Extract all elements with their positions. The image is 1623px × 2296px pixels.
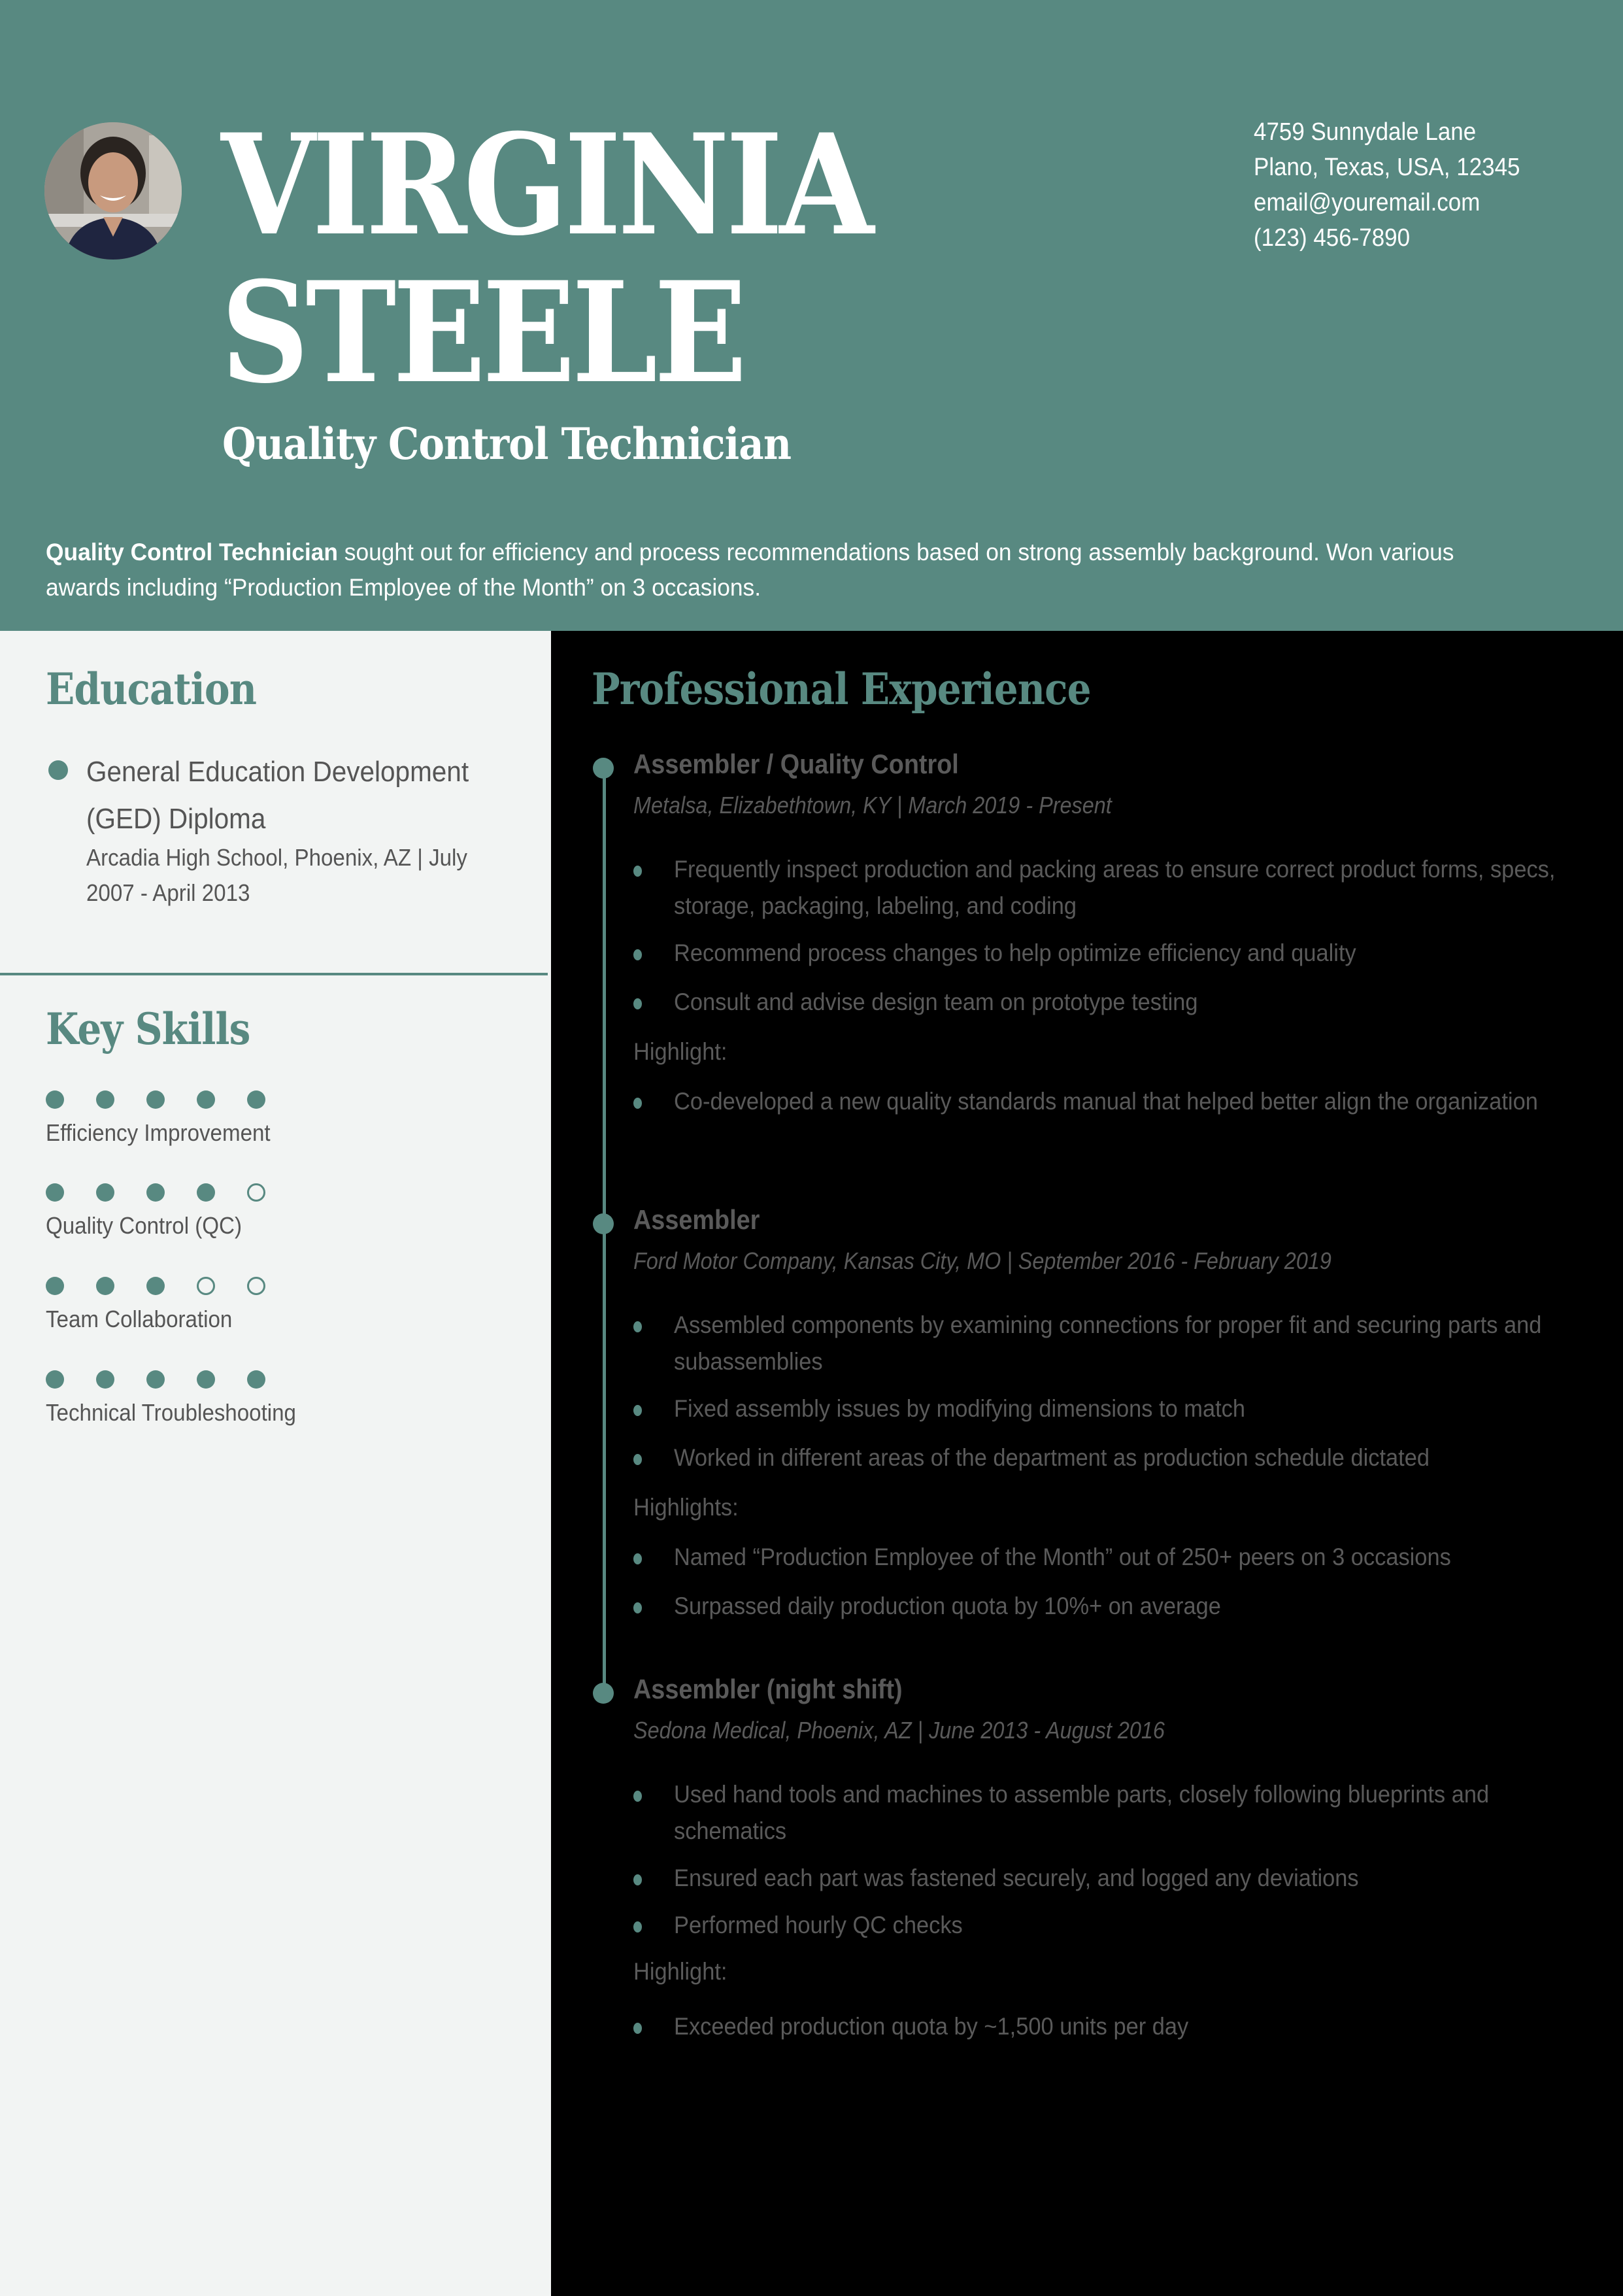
skills-heading: Key Skills [46,1004,250,1055]
section-divider [0,973,548,975]
bullet-icon [633,1791,642,1802]
bullet-text: Assembled components by examining connections for proper fit and securing parts and subassemblies [674,1311,1542,1375]
bullet-icon [633,2023,642,2034]
skill-item [46,1370,503,1455]
skill-item [46,1277,503,1362]
skill-name: Technical Troubleshooting [46,1399,296,1426]
first-name: VIRGINIA [221,103,871,266]
timeline-node-icon [593,1213,614,1234]
bullet-icon [48,760,68,780]
summary [46,535,1519,605]
avatar [44,122,182,260]
bullet-icon [633,866,642,877]
rating-filled-icon [46,1370,64,1389]
bullet-icon [633,1874,642,1885]
rating-filled-icon [197,1183,215,1202]
email[interactable]: email@youremail.com [1254,189,1481,216]
rating-filled-icon [247,1370,265,1389]
bullet-icon [633,1454,642,1465]
rating-filled-icon [96,1090,114,1109]
rating-filled-icon [146,1183,165,1202]
bullet-text: Used hand tools and machines to assemble parts, closely following blueprints and schematics [674,1781,1490,1844]
job-title: Quality Control Technician [222,418,792,469]
rating-empty-icon [197,1277,215,1295]
job-role: Assembler [633,1204,760,1235]
bullet-text: Ensured each part was fastened securely, and logged any deviations [674,1865,1359,1891]
skill-name: Efficiency Improvement [46,1119,271,1146]
rating-filled-icon [46,1090,64,1109]
bullet-text: Named “Production Employee of the Month” out of 250+ peers on 3 occasions [674,1544,1451,1570]
job-meta: Metalsa, Elizabethtown, KY | March 2019 - Present [633,792,1112,819]
phone[interactable]: (123) 456-7890 [1254,224,1411,252]
skill-item [46,1090,503,1175]
highlight-label: Highlight: [633,1958,728,1985]
rating-filled-icon [46,1183,64,1202]
bullet-text: Co-developed a new quality standards manual that helped better align the organization [674,1088,1538,1115]
job-meta: Sedona Medical, Phoenix, AZ | June 2013 - August 2016 [633,1717,1165,1744]
contact-info [1254,114,1520,256]
rating-filled-icon [96,1183,114,1202]
education-degree: General Education Development (GED) Diploma [86,756,469,835]
rating-filled-icon [96,1277,114,1295]
skill-item [46,1183,503,1268]
bullet-text: Surpassed daily production quota by 10%+ on average [674,1593,1221,1619]
summary-lead: Quality Control Technician [46,539,338,566]
rating-filled-icon [146,1370,165,1389]
rating-empty-icon [247,1277,265,1295]
bullet-text: Exceeded production quota by ~1,500 units per day [674,2013,1189,2040]
bullet-icon [633,1921,642,1933]
rating-filled-icon [146,1277,165,1295]
address-line-2: Plano, Texas, USA, 12345 [1254,154,1520,181]
bullet-icon [633,1098,642,1109]
skill-name: Quality Control (QC) [46,1212,242,1239]
timeline-node-icon [593,758,614,779]
bullet-icon [633,1553,642,1564]
bullet-icon [633,1602,642,1613]
bullet-text: Recommend process changes to help optimize efficiency and quality [674,939,1356,966]
rating-filled-icon [197,1370,215,1389]
bullet-icon [633,1321,642,1332]
job-meta: Ford Motor Company, Kansas City, MO | September 2016 - February 2019 [633,1247,1331,1274]
bullet-icon [633,998,642,1009]
bullet-text: Fixed assembly issues by modifying dimensions to match [674,1395,1245,1422]
bullet-text: Consult and advise design team on prototype testing [674,988,1198,1015]
bullet-text: Worked in different areas of the department as production schedule dictated [674,1444,1430,1471]
rating-filled-icon [46,1277,64,1295]
summary-text: sought out for efficiency and process recommendations based on strong assembly background. Won various awards including “Production Employee of the Month” on 3 occasions. [46,539,1454,601]
job-role: Assembler (night shift) [633,1674,903,1704]
rating-filled-icon [96,1370,114,1389]
address-line-1: 4759 Sunnydale Lane [1254,118,1477,146]
education-meta: Arcadia High School, Phoenix, AZ | July 2007 - April 2013 [86,844,467,906]
candidate-name [221,103,871,414]
last-name: STEELE [221,251,744,414]
rating-empty-icon [247,1183,265,1202]
skill-name: Team Collaboration [46,1306,233,1332]
job-role: Assembler / Quality Control [633,749,959,779]
rating-filled-icon [197,1090,215,1109]
bullet-text: Frequently inspect production and packing areas to ensure correct product forms, specs, storage, packaging, labeling, and coding [674,856,1556,919]
rating-filled-icon [247,1090,265,1109]
profile-photo-icon [44,122,182,260]
highlight-label: Highlight: [633,1038,728,1065]
bullet-icon [633,1405,642,1416]
timeline-node-icon [593,1683,614,1704]
bullet-icon [633,949,642,960]
education-heading: Education [46,664,257,715]
experience-heading: Professional Experience [592,664,1091,715]
rating-filled-icon [146,1090,165,1109]
resume-header [0,0,1623,631]
highlight-label: Highlights: [633,1494,739,1521]
bullet-text: Performed hourly QC checks [674,1912,963,1938]
